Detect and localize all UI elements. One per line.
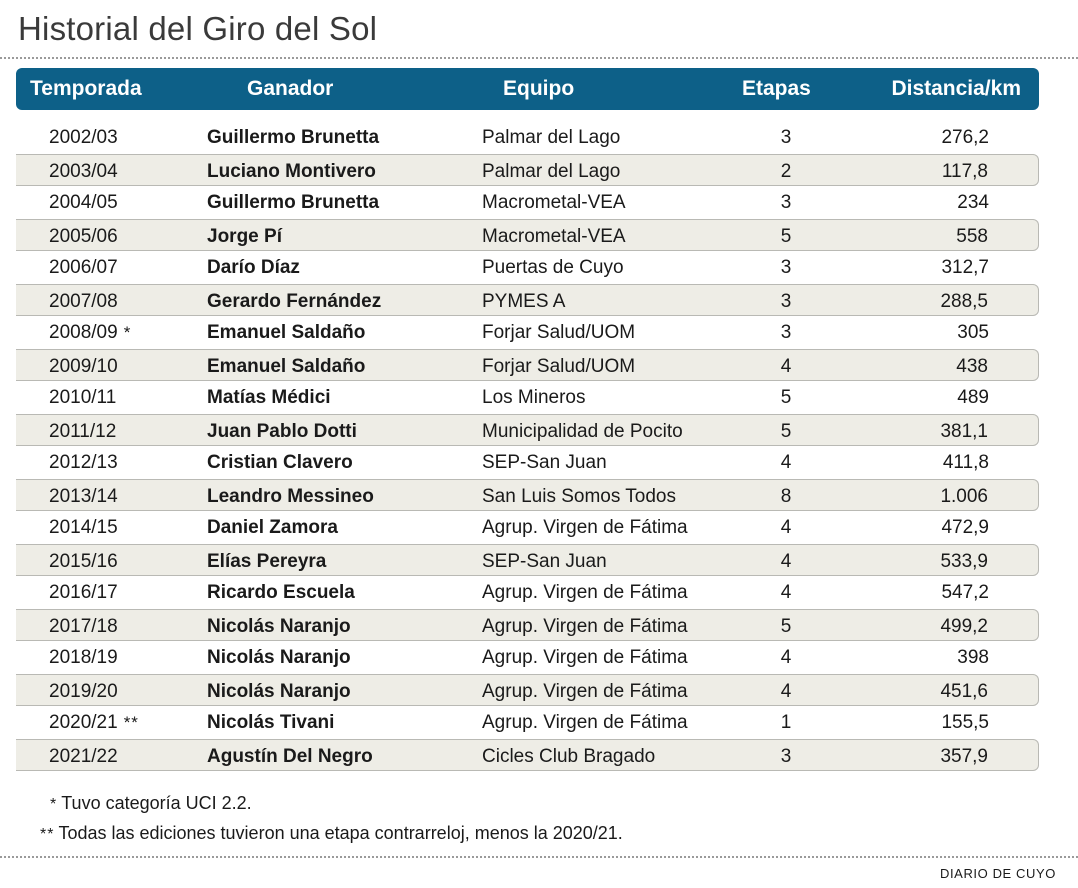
cell-stages: 4: [780, 582, 792, 603]
footnote-time-trial: [40, 823, 623, 844]
cell-winner: Elías Pereyra: [207, 550, 327, 572]
cell-team: Agrup. Virgen de Fátima: [482, 680, 688, 702]
cell-winner: Darío Díaz: [207, 257, 300, 278]
cell-distance: 117,8: [941, 160, 988, 182]
table-row: [16, 739, 1039, 772]
cell-season: 2004/05: [49, 192, 118, 213]
footnote-text: Todas las ediciones tuvieron una etapa contrarreloj, menos la 2020/21.: [58, 823, 623, 843]
cell-winner: Nicolás Naranjo: [207, 615, 351, 637]
header-team: Equipo: [503, 77, 575, 100]
table-row: [16, 706, 1039, 739]
cell-season: 2012/13: [49, 452, 118, 473]
cell-team: PYMES A: [482, 290, 566, 312]
cell-stages: 5: [780, 420, 792, 442]
cell-winner: Nicolás Tivani: [207, 712, 335, 733]
cell-winner: Gerardo Fernández: [207, 290, 382, 312]
cell-distance: 312,7: [941, 257, 989, 278]
cell-winner: Luciano Montivero: [207, 160, 376, 182]
table-row: [16, 414, 1039, 447]
cell-stages: 3: [780, 322, 792, 343]
cell-team: SEP-San Juan: [482, 452, 607, 473]
cell-season: 2006/07: [49, 257, 118, 278]
cell-stages: 4: [780, 680, 792, 702]
cell-distance: 305: [957, 322, 989, 343]
cell-stages: 4: [780, 517, 792, 538]
cell-winner: Emanuel Saldaño: [207, 322, 366, 343]
cell-stages: 5: [780, 225, 792, 247]
cell-winner: Jorge Pí: [207, 225, 282, 247]
cell-distance: 451,6: [940, 680, 988, 702]
cell-season: 2009/10: [49, 355, 118, 377]
cell-distance: 1.006: [940, 485, 988, 507]
cell-team: Municipalidad de Pocito: [482, 420, 683, 442]
table-row: [16, 316, 1039, 349]
cell-distance: 381,1: [940, 420, 988, 442]
cell-season: 2005/06: [49, 225, 118, 247]
cell-winner: Guillermo Brunetta: [207, 192, 380, 213]
table-row: [16, 641, 1039, 674]
cell-stages: 5: [780, 615, 792, 637]
cell-season: 2010/11: [49, 387, 117, 408]
cell-stages: 5: [780, 387, 792, 408]
cell-winner: Guillermo Brunetta: [207, 127, 380, 148]
footnote-mark: *: [123, 323, 132, 342]
footnote-uci: [50, 793, 252, 814]
header-winner: Ganador: [247, 77, 334, 100]
cell-stages: 2: [780, 160, 792, 182]
table-row: [16, 544, 1039, 577]
cell-team: Agrup. Virgen de Fátima: [482, 582, 688, 603]
cell-team: Agrup. Virgen de Fátima: [482, 647, 688, 668]
table-header: [16, 68, 1039, 110]
table-row: [16, 186, 1039, 219]
cell-winner: Nicolás Naranjo: [207, 647, 351, 668]
cell-stages: 8: [780, 485, 792, 507]
cell-season: 2008/09 *: [49, 322, 132, 343]
header-distance: Distancia/km: [891, 77, 1021, 100]
cell-winner: Ricardo Escuela: [207, 582, 355, 603]
cell-season: 2016/17: [49, 582, 118, 603]
table-row: [16, 284, 1039, 317]
header-season: Temporada: [30, 77, 142, 100]
table-row: [16, 446, 1039, 479]
cell-season: 2011/12: [49, 420, 117, 442]
cell-team: Puertas de Cuyo: [482, 257, 624, 278]
cell-season: 2002/03: [49, 127, 118, 148]
cell-stages: 4: [780, 647, 792, 668]
cell-distance: 472,9: [941, 517, 989, 538]
footnote-symbol: **: [40, 826, 55, 843]
cell-distance: 357,9: [940, 745, 988, 767]
cell-stages: 3: [780, 192, 792, 213]
cell-season: 2013/14: [49, 485, 118, 507]
cell-team: Palmar del Lago: [482, 160, 621, 182]
cell-winner: Agustín Del Negro: [207, 745, 373, 767]
cell-team: Palmar del Lago: [482, 127, 621, 148]
cell-stages: 4: [780, 550, 792, 572]
cell-stages: 3: [780, 257, 792, 278]
cell-stages: 3: [780, 745, 792, 767]
cell-distance: 398: [957, 647, 989, 668]
cell-distance: 533,9: [940, 550, 988, 572]
cell-team: Agrup. Virgen de Fátima: [482, 615, 688, 637]
cell-team: Macrometal-VEA: [482, 192, 626, 213]
table-row: [16, 121, 1039, 154]
table-row: [16, 609, 1039, 642]
table-body: [16, 121, 1039, 771]
bottom-divider: [0, 856, 1078, 858]
cell-season: 2019/20: [49, 680, 118, 702]
cell-team: Agrup. Virgen de Fátima: [482, 517, 688, 538]
cell-distance: 288,5: [940, 290, 988, 312]
cell-distance: 276,2: [941, 127, 989, 148]
top-divider: [0, 57, 1078, 59]
cell-winner: Nicolás Naranjo: [207, 680, 351, 702]
cell-season: 2015/16: [49, 550, 118, 572]
cell-season: 2021/22: [49, 745, 118, 767]
cell-stages: 1: [780, 712, 792, 733]
cell-distance: 547,2: [941, 582, 989, 603]
cell-distance: 234: [957, 192, 989, 213]
cell-season: 2020/21 **: [49, 712, 139, 733]
header-stages: Etapas: [742, 77, 811, 100]
cell-distance: 438: [956, 355, 988, 377]
cell-stages: 4: [780, 355, 792, 377]
cell-season: 2003/04: [49, 160, 118, 182]
table-row: [16, 511, 1039, 544]
cell-distance: 489: [957, 387, 989, 408]
table-row: [16, 576, 1039, 609]
footnote-mark: **: [123, 713, 139, 732]
cell-season: 2014/15: [49, 517, 118, 538]
cell-team: Cicles Club Bragado: [482, 745, 656, 767]
cell-winner: Leandro Messineo: [207, 485, 374, 507]
cell-season: 2017/18: [49, 615, 118, 637]
cell-winner: Daniel Zamora: [207, 517, 338, 538]
table-row: [16, 219, 1039, 252]
cell-winner: Cristian Clavero: [207, 452, 353, 473]
page-title: Historial del Giro del Sol: [18, 10, 378, 47]
table-row: [16, 381, 1039, 414]
cell-team: Agrup. Virgen de Fátima: [482, 712, 688, 733]
cell-distance: 411,8: [942, 452, 989, 473]
cell-team: San Luis Somos Todos: [482, 485, 676, 507]
cell-team: SEP-San Juan: [482, 550, 607, 572]
cell-team: Forjar Salud/UOM: [482, 355, 636, 377]
cell-season: 2007/08: [49, 290, 118, 312]
cell-stages: 4: [780, 452, 792, 473]
cell-stages: 3: [780, 127, 792, 148]
cell-season: 2018/19: [49, 647, 118, 668]
table-row: [16, 349, 1039, 382]
cell-winner: Matías Médici: [207, 387, 331, 408]
footnote-symbol: *: [50, 796, 58, 813]
cell-distance: 558: [956, 225, 988, 247]
footnote-text: Tuvo categoría UCI 2.2.: [61, 793, 252, 813]
source-credit: DIARIO DE CUYO: [939, 866, 1056, 881]
cell-team: Forjar Salud/UOM: [482, 322, 636, 343]
cell-distance: 499,2: [940, 615, 988, 637]
cell-winner: Emanuel Saldaño: [207, 355, 366, 377]
table-row: [16, 251, 1039, 284]
table-row: [16, 674, 1039, 707]
cell-distance: 155,5: [941, 712, 989, 733]
table-row: [16, 479, 1039, 512]
cell-team: Los Mineros: [482, 387, 586, 408]
table-row: [16, 154, 1039, 187]
cell-stages: 3: [780, 290, 792, 312]
cell-winner: Juan Pablo Dotti: [207, 420, 357, 442]
cell-team: Macrometal-VEA: [482, 225, 626, 247]
